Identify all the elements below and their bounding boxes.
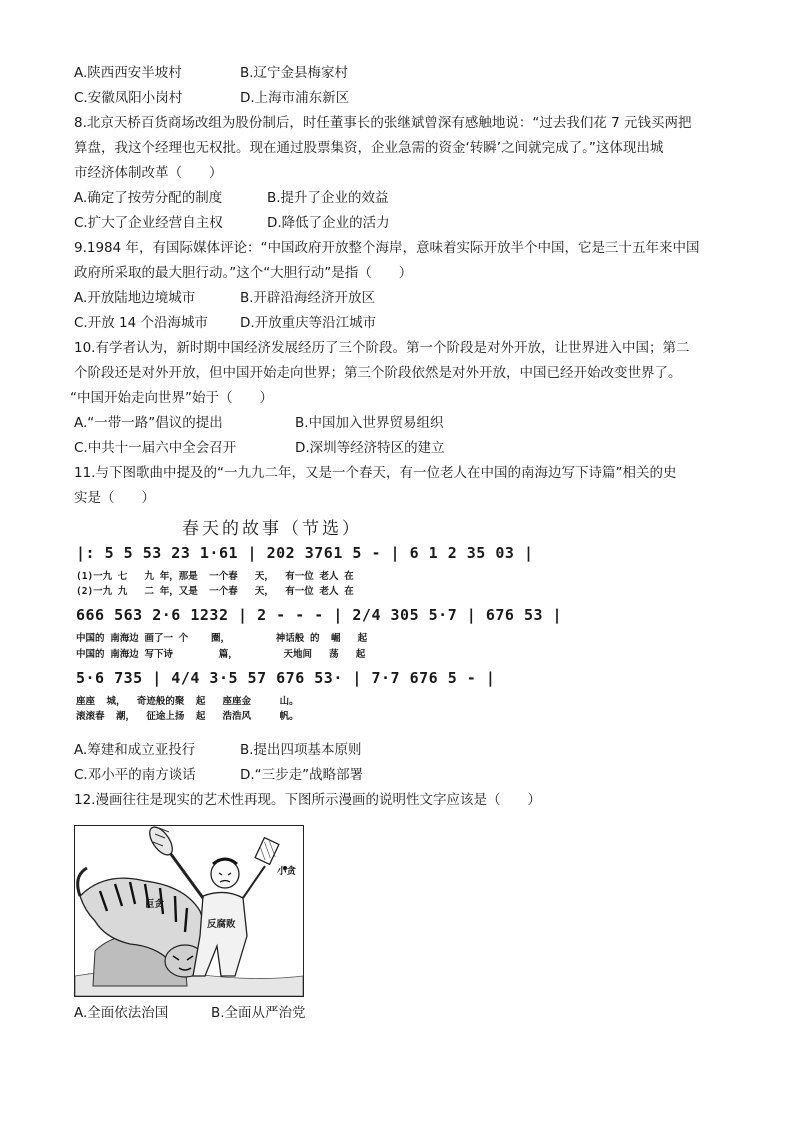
score-row1-lyric1: (1)一九 七 九 年，那是 一个春 天， 有一位 老人 在 bbox=[76, 571, 354, 582]
anti-corruption-cartoon bbox=[74, 825, 304, 997]
q8-stem-line2: 算盘，我这个经理也无权批。现在通过股票集资，企业急需的资金‘转瞬’之间就完成了。”这体现出城 bbox=[74, 140, 664, 156]
q10-option-d: D.深圳等经济特区的建立 bbox=[295, 440, 445, 456]
q11-option-a: A.筹建和成立亚投行 bbox=[74, 742, 196, 758]
q10-stem-line1: 10.有学者认为，新时期中国经济发展经历了三个阶段。第一个阶段是对外开放，让世界进入中国；第二 bbox=[74, 340, 690, 356]
q11-stem-line1: 11.与下图歌曲中提及的“一九九二年，又是一个春天，有一位老人在中国的南海边写下诗篇”相关的史 bbox=[74, 465, 677, 481]
q8-stem-line1: 8.北京天桥百货商场改组为股份制后，时任董事长的张继斌曾深有感触地说：“过去我们花 7 元钱买两把 bbox=[74, 115, 692, 131]
q8-option-b: B.提升了企业的效益 bbox=[267, 190, 389, 206]
q10-option-b: B.中国加入世界贸易组织 bbox=[295, 415, 444, 431]
q10-stem-line2: 个阶段还是对外开放，但中国开始走向世界；第三个阶段依然是对外开放，中国已经开始改变世界了。 bbox=[74, 365, 682, 381]
score-row2-lyric2: 中国的 南海边 写下诗 篇， 天地间 荡 起 bbox=[76, 649, 366, 660]
q9-stem-line1: 9.1984 年，有国际媒体评论：“中国政府开放整个海岸，意味着实际开放半个中国，它是三十五年来中国 bbox=[74, 240, 700, 256]
q9-option-c: C.开放 14 个沿海城市 bbox=[74, 315, 208, 331]
q12-option-a: A.全面依法治国 bbox=[74, 1005, 169, 1021]
q11-option-c: C.邓小平的南方谈话 bbox=[74, 767, 196, 783]
q9-option-b: B.开辟沿海经济开放区 bbox=[240, 290, 376, 306]
q12-stem-line1: 12.漫画往往是现实的艺术性再现。下图所示漫画的说明性文字应该是（ ） bbox=[74, 792, 541, 808]
score-row2-notes: 666 563 2·6 1232 | 2 - - - | 2/4 305 5·7 | 676 53 | bbox=[76, 606, 563, 624]
cartoon-label-big-corrupt: 巨贪 bbox=[145, 899, 165, 910]
q10-option-a: A.“一带一路”倡议的提出 bbox=[74, 415, 223, 431]
q8-stem-line3: 市经济体制改革（ ） bbox=[74, 165, 223, 181]
score-title: 春天的故事（节选） bbox=[182, 519, 362, 539]
q8-option-c: C.扩大了企业经营自主权 bbox=[74, 215, 223, 231]
score-row1-notes: |: 5 5 53 23 1·61 | 202 3761 5 - | 6 1 2 35 03 | bbox=[76, 544, 534, 562]
q7-option-b: B.辽宁金县梅家村 bbox=[240, 65, 349, 81]
score-row3-notes: 5·6 735 | 4/4 3·5 57 676 53· | 7·7 676 5 - | bbox=[76, 669, 496, 687]
q9-stem-line2: 政府所采取的最大胆行动。”这个“大胆行动”是指（ ） bbox=[74, 265, 413, 281]
cartoon-label-small-corrupt: 小贪 bbox=[277, 866, 297, 877]
q8-option-a: A.确定了按劳分配的制度 bbox=[74, 190, 223, 206]
cartoon-illustration bbox=[75, 826, 303, 996]
q8-option-d: D.降低了企业的活力 bbox=[267, 215, 390, 231]
q12-option-b: B.全面从严治党 bbox=[211, 1005, 306, 1021]
music-score bbox=[76, 512, 563, 724]
q7-option-d: D.上海市浦东新区 bbox=[240, 90, 350, 106]
q10-option-c: C.中共十一届六中全会召开 bbox=[74, 440, 237, 456]
score-row2-lyric1: 中国的 南海边 画了一 个 圈， 神话般 的 崛 起 bbox=[76, 633, 368, 644]
q11-option-d: D.“三步走”战略部署 bbox=[240, 767, 364, 783]
cartoon-label-anti-corruption: 反腐败 bbox=[207, 919, 236, 930]
q11-option-b: B.提出四项基本原则 bbox=[240, 742, 362, 758]
q7-option-a: A.陕西西安半坡村 bbox=[74, 65, 182, 81]
q9-option-d: D.开放重庆等沿江城市 bbox=[240, 315, 377, 331]
score-row1-lyric2: (2)一九 九 二 年，又是 一个春 天， 有一位 老人 在 bbox=[76, 586, 354, 597]
score-row3-lyric1: 座座 城， 奇迹般的聚 起 座座金 山。 bbox=[76, 696, 299, 707]
score-row3-lyric2: 滚滚春 潮， 征途上扬 起 浩浩风 帆。 bbox=[76, 711, 299, 722]
q11-stem-line2: 实是（ ） bbox=[74, 490, 155, 506]
q10-stem-line3: “中国开始走向世界”始于（ ） bbox=[70, 390, 273, 406]
q9-option-a: A.开放陆地边境城市 bbox=[74, 290, 196, 306]
q7-option-c: C.安徽凤阳小岗村 bbox=[74, 90, 183, 106]
